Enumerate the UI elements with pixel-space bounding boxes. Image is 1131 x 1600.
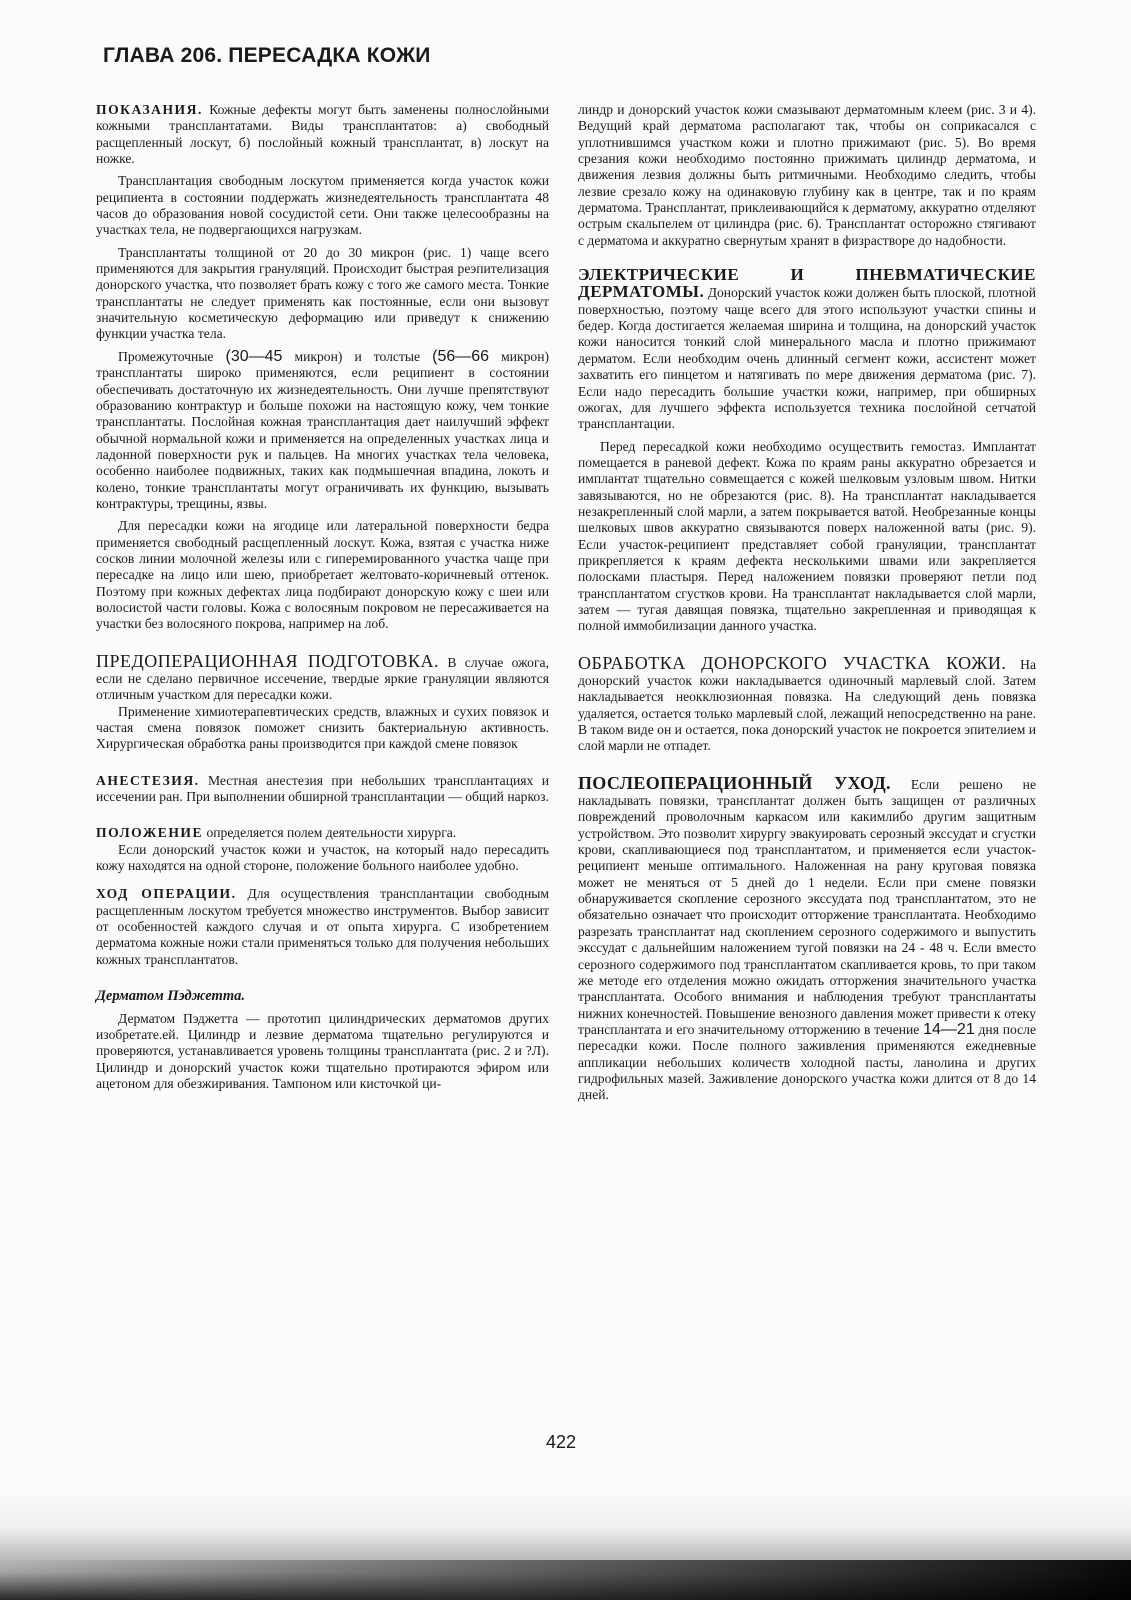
anesthesia-paragraph [96,773,549,806]
electric-dermatomes-text: Донорский участок кожи должен быть плоской, плотной поверхностью, поэтому чаще всего для этого используют участки спины и бедер. Когда достигается желаемая ширина и толщина, на донорский участок кожи наносится тонкий слой минерального масла и плотно прижимают дерматом. Если необходим очень длинный сегмент кожи, ассистент может захватить его пинцетом и натягивать по мере движения дерматома (рис. 7). Если надо пересадить большие участки кожи, например, при обширных ожогах, для лучшего эффекта используется техника послойной сетчатой трансплантации. [578,285,1036,432]
spacer [578,755,1036,775]
position-paragraph [96,825,549,841]
thick-grafts-text-b: микрон) и толстые [282,348,433,364]
dermatome-continuation-paragraph: линдр и донорский участок кожи смазывают дерматомным клеем (рис. 3 и 4). Ведущий край дерматома располагают так, чтобы он соприкасался с уплотнившимся участком кожи и плотно прижимают (рис. 5). Во время срезания кожи необходимо постоянно прижимать цилиндр дерматома, и движения лезвия должны быть ритмичными. Необходимо следить, чтобы лезвие срезало кожу на одинаковую глубину как в центре, так и по краям дерматома. Трансплантат, приклеивающийся к дерматому, аккуратно отделяют острым скальпелем от цилиндра (рис. 6). Трансплантат осторожно стягивают с дерматома и аккуратно свернутым хранят в физрастворе до надобности. [578,102,1036,248]
anesthesia-heading: АНЕСТЕЗИЯ. [96,772,200,788]
spacer [578,635,1036,655]
donor-site-paragraph: Для пересадки кожи на ягодице или латеральной поверхности бедра применяется свободный расщепленный лоскут. Кожа, взятая с участка ниже сосков линии молочной железы или с гиперемированного участка чаще при пересадке на лицо или шею, приобретает желтовато-коричневый оттенок. Поэтому при кожных дефектах лица подбирают донорскую кожу с шеи или волосистой части головы. Кожа с волосяным покровом не пересаживается на участки без волосяного покрова, например на лоб. [96,518,549,632]
thick-grafts-text-a: Промежуточные [118,348,226,364]
hemostasis-paragraph: Перед пересадкой кожи необходимо осуществить гемостаз. Имплантат помещается в раневой дефект. Кожа по краям раны аккуратно обрезается и имплантат тщательно совмещается с кожей шелковым узловым швом. Нитки завязываются, но не обрезаются (рис. 8). На трансплантат накладывается незакрепленный слой марли, а затем покрывается ватой. Необрезанные концы шелковых швов аккуратно связываются поверх наложенной ваты (рис. 9). Если участок-реципиент представляет собой грануляции, трансплантат прикрепляется к краям дефекта несколькими швами или закрепляется полосками пластыря. Перед наложением повязки проверяют петли под трансплантатом сгустков крови. На трансплантат накладывается слой марли, затем — тугая давящая повязка, тщательно закрепленная и приводящая к полной иммобилизации данного участка. [578,438,1036,634]
electric-dermatomes-paragraph [578,267,1036,432]
position-heading: ПОЛОЖЕНИЕ [96,825,204,841]
operation-heading: ХОД ОПЕРАЦИИ. [96,886,237,902]
spacer [96,805,549,825]
preop-text: В случае ожога, если не сделано первичное иссечение, твердые яркие грануляции являются отличным участком для пересадки кожи. [96,654,549,703]
page-title: ГЛАВА 206. ПЕРЕСАДКА КОЖИ [103,44,431,67]
scan-shadow-edge [0,1560,1131,1600]
indications-heading: ПОКАЗАНИЯ. [96,102,203,117]
spacer [96,874,549,886]
position-detail-paragraph: Если донорский участок кожи и участок, на который надо пересадить кожу находятся на одной стороне, положение больного наиболее удобно. [96,841,549,874]
thick-grafts-paragraph [96,349,549,512]
donor-care-heading: ОБРАБОТКА ДОНОРСКОГО УЧАСТКА КОЖИ. [578,652,1007,673]
donor-care-text: На донорский участок кожи накладывается одиночный марлевый слой. Затем накладывается неокклюзионная повязка. На следующий день повязка удаляется, остается только марлевый слой, лежащий непосредственно на ране. В таком виде он и остается, пока донорский участок не покроется эпителием и слой марли не отпадет. [578,656,1036,754]
thick-grafts-range-1: (30—45 [225,347,283,365]
padgett-paragraph: Дерматом Пэджетта — прототип цилиндрических дерматомов других изобретате.ей. Цилиндр и лезвие дерматома тщательно регулируются и проверяются, устанавливается уровень толщины трансплантата (рис. 2 и ?Л). Цилиндр и донорский участок кожи тщательно протираются эфиром или ацетоном для обезжиривания. Тампоном или кисточкой ци- [96,1010,549,1091]
postop-range: 14—21 [923,1020,975,1038]
position-text: определяется полем деятельности хирурга. [203,825,457,841]
thick-grafts-range-2: (56—66 [432,347,490,365]
thin-grafts-paragraph: Трансплантаты толщиной от 20 до 30 микрон (рис. 1) чаще всего применяются для закрытия грануляций. Происходит быстрая реэпителизация донорского участка, что позволяет брать кожу с того же самого места. Тонкие трансплантаты не следует применять как постоянные, если они вызовут значительную косметическую деформацию или приведут к снижению функции участка тела. [96,244,549,342]
indications-text: Кожные дефекты могут быть заменены полнослойными кожными трансплантатами. Виды трансплантатов: а) свободный расщепленный лоскут, б) послойный кожный трансплантат, в) лоскут на ножке. [96,102,549,167]
padgett-subheading: Дерматом Пэджетта. [96,988,245,1005]
operation-paragraph [96,886,549,968]
spacer [96,968,549,988]
page-number: 422 [546,1432,577,1452]
spacer [96,753,549,773]
donor-care-paragraph [578,652,1036,755]
electric-dermatomes-heading: ЭЛЕКТРИЧЕСКИЕ И ПНЕВМАТИЧЕСКИЕ ДЕРМАТОМЫ. [578,265,1036,302]
right-column [578,102,1036,1104]
preop-heading: ПРЕДОПЕРАЦИОННАЯ ПОДГОТОВКА. [96,650,440,671]
free-flap-paragraph: Трансплантация свободным лоскутом применяется когда участок кожи реципиента в состоянии поддержать жизнедеятельность трансплантата 48 часов до образования новой сосудистой сети. Они также целесообразны на участках тела, не подвергающихся нагрузкам. [96,173,549,238]
preop-paragraph [96,650,549,704]
operation-text: Для осуществления трансплантации свободным расщепленным лоскутом требуется множество инструментов. Выбор зависит от особенностей каждого случая и от опыта хирурга. С изобретением дерматома кожные ножи стали применяться только для получения небольших кожных трансплантатов. [96,886,549,967]
postop-text-b: дня после пересадки кожи. После полного заживления применяются ежедневные аппликации небольших количеств холодной пасты, ланолина и других гидрофильных мазей. Заживление донорского участка кожи длится от 8 до 14 дней. [578,1021,1036,1103]
anesthesia-text: Местная анестезия при небольших трансплантациях и иссечении ран. При выполнении обширной трансплантации — общий наркоз. [96,772,549,805]
preop-treatment-paragraph: Применение химиотерапевтических средств, влажных и сухих повязок и частая смена повязок поможет снизить бактериальную активность. Хирургическая обработка раны производится при каждой смене повязок [96,703,549,752]
left-column [96,102,549,1092]
indications-paragraph [96,102,549,167]
postop-paragraph [578,772,1036,1104]
postop-heading: ПОСЛЕОПЕРАЦИОННЫЙ УХОД. [578,772,891,793]
thick-grafts-text-c: микрон) трансплантаты широко применяются, если реципиент в состоянии обеспечивать достаточную их жизнедеятельность. Они лучше препятствуют образованию контрактур и больше похожи на настоящую кожу, чем тонкие трансплантаты. Послойная кожная трансплантация дает наилучший эффект обычной нормальной кожи и применяется на определенных участках лица и ладонной поверхности рук и пальцев. На многих участках тела человека, особенно наиболее подвижных, таких как подмышечная впадина, локоть и колено, тонкие трансплантаты могут ограничивать их функцию, вызывать контрактуры, трещины, язвы. [96,348,549,511]
spacer [96,633,549,653]
postop-text-a: Если решено не накладывать повязки, трансплантат должен быть защищен от различных повреждений проволочным каркасом или какимлибо другим защитным устройством. Это позволит хирургу эвакуировать серозный экссудат и сгустки крови, скапливающиеся под трансплантатом, и применяется если участок-реципиент меньше оптимального. Наложенная на рану круговая повязка может не меняться от 5 дней до 1 недели. Если при смене повязки обнаруживается скопление серозного экссудата под трансплантатом, это не обязательно означает что происходит отторжение трансплантата. Необходимо разрезать трансплантат над скоплением серозного содержимого и выпустить экссудат с дальнейшим наложением тугой повязки на 24 - 48 ч. Если вместо серозного содержимого под трансплантатом скапливается кровь, то при таком же методе его отделения можно ожидать отторжения значительного участка трансплантата. Особого внимания и наблюдения требуют трансплантаты нижних конечностей. Повышение венозного давления может привести к отеку трансплантата и его значительному отторжению в течение [578,776,1036,1037]
